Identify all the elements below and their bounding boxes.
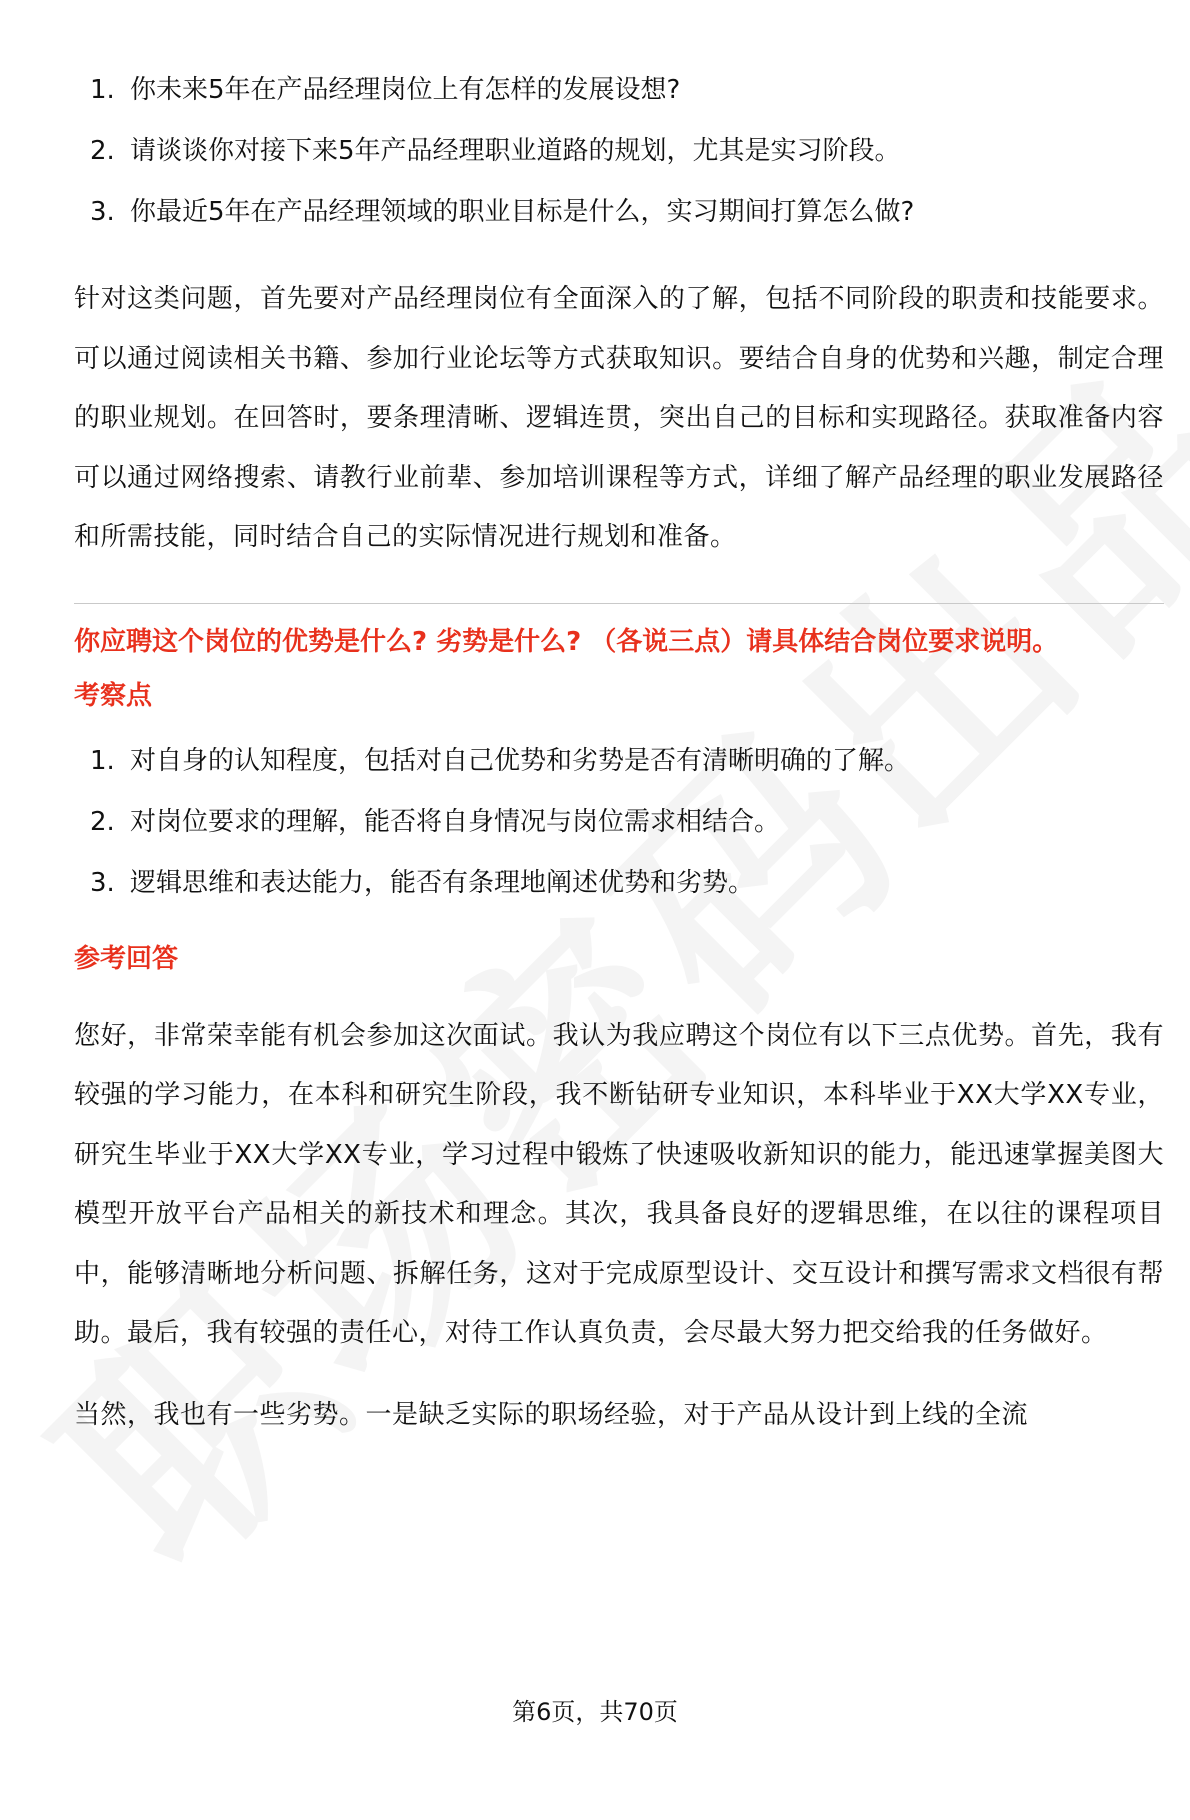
question-title: 你应聘这个岗位的优势是什么? 劣势是什么? （各说三点）请具体结合岗位要求说明。 <box>74 626 1059 657</box>
advice-paragraph: 针对这类问题，首先要对产品经理岗位有全面深入的了解，包括不同阶段的职责和技能要求。可以通过阅读相关书籍、参加行业论坛等方式获取知识。要结合自身的优势和兴趣，制定合理的职业规划。在回答时，要条理清晰、逻辑连贯，突出自己的目标和实现路径。获取准备内容可以通过网络搜索、请教行业前辈、参加培训课程等方式，详细了解产品经理的职业发展路径和所需技能，同时结合自己的实际情况进行规划和准备。 <box>74 284 1164 552</box>
list-item: 3. 你最近5年在产品经理领域的职业目标是什么，实习期间打算怎么做? <box>90 197 915 227</box>
list-item: 2. 对岗位要求的理解，能否将自身情况与岗位需求相结合。 <box>90 806 781 837</box>
list-item: 1. 你未来5年在产品经理岗位上有怎样的发展设想? <box>90 75 681 105</box>
list-item: 3. 逻辑思维和表达能力，能否有条理地阐述优势和劣势。 <box>90 867 755 898</box>
page-content <box>74 60 1164 1445</box>
section-divider <box>74 603 1164 604</box>
answer-paragraph: 您好，非常荣幸能有机会参加这次面试。我认为我应聘这个岗位有以下三点优势。首先，我有较强的学习能力，在本科和研究生阶段，我不断钻研专业知识，本科毕业于XX大学XX专业，研究生毕业于XX大学XX专业，学习过程中锻炼了快速吸收新知识的能力，能迅速掌握美图大模型开放平台产品相关的新技术和理念。其次，我具备良好的逻辑思维，在以往的课程项目中，能够清晰地分析问题、拆解任务，这对于完成原型设计、交互设计和撰写需求文档很有帮助。最后，我有较强的责任心，对待工作认真负责，会尽最大努力把交给我的任务做好。 <box>74 1020 1164 1348</box>
answer-paragraph: 当然，我也有一些劣势。一是缺乏实际的职场经验，对于产品从设计到上线的全流 <box>74 1399 1029 1430</box>
reference-answer-heading: 参考回答 <box>74 943 179 974</box>
list-item: 1. 对自身的认知程度，包括对自己优势和劣势是否有清晰明确的了解。 <box>90 745 911 776</box>
page-number: 第6页，共70页 <box>512 1698 678 1726</box>
inspection-heading: 考察点 <box>74 680 153 711</box>
inspection-point-list <box>74 731 1164 914</box>
intro-question-list <box>74 60 1164 243</box>
list-item: 2. 请谈谈你对接下来5年产品经理职业道路的规划，尤其是实习阶段。 <box>90 136 901 166</box>
